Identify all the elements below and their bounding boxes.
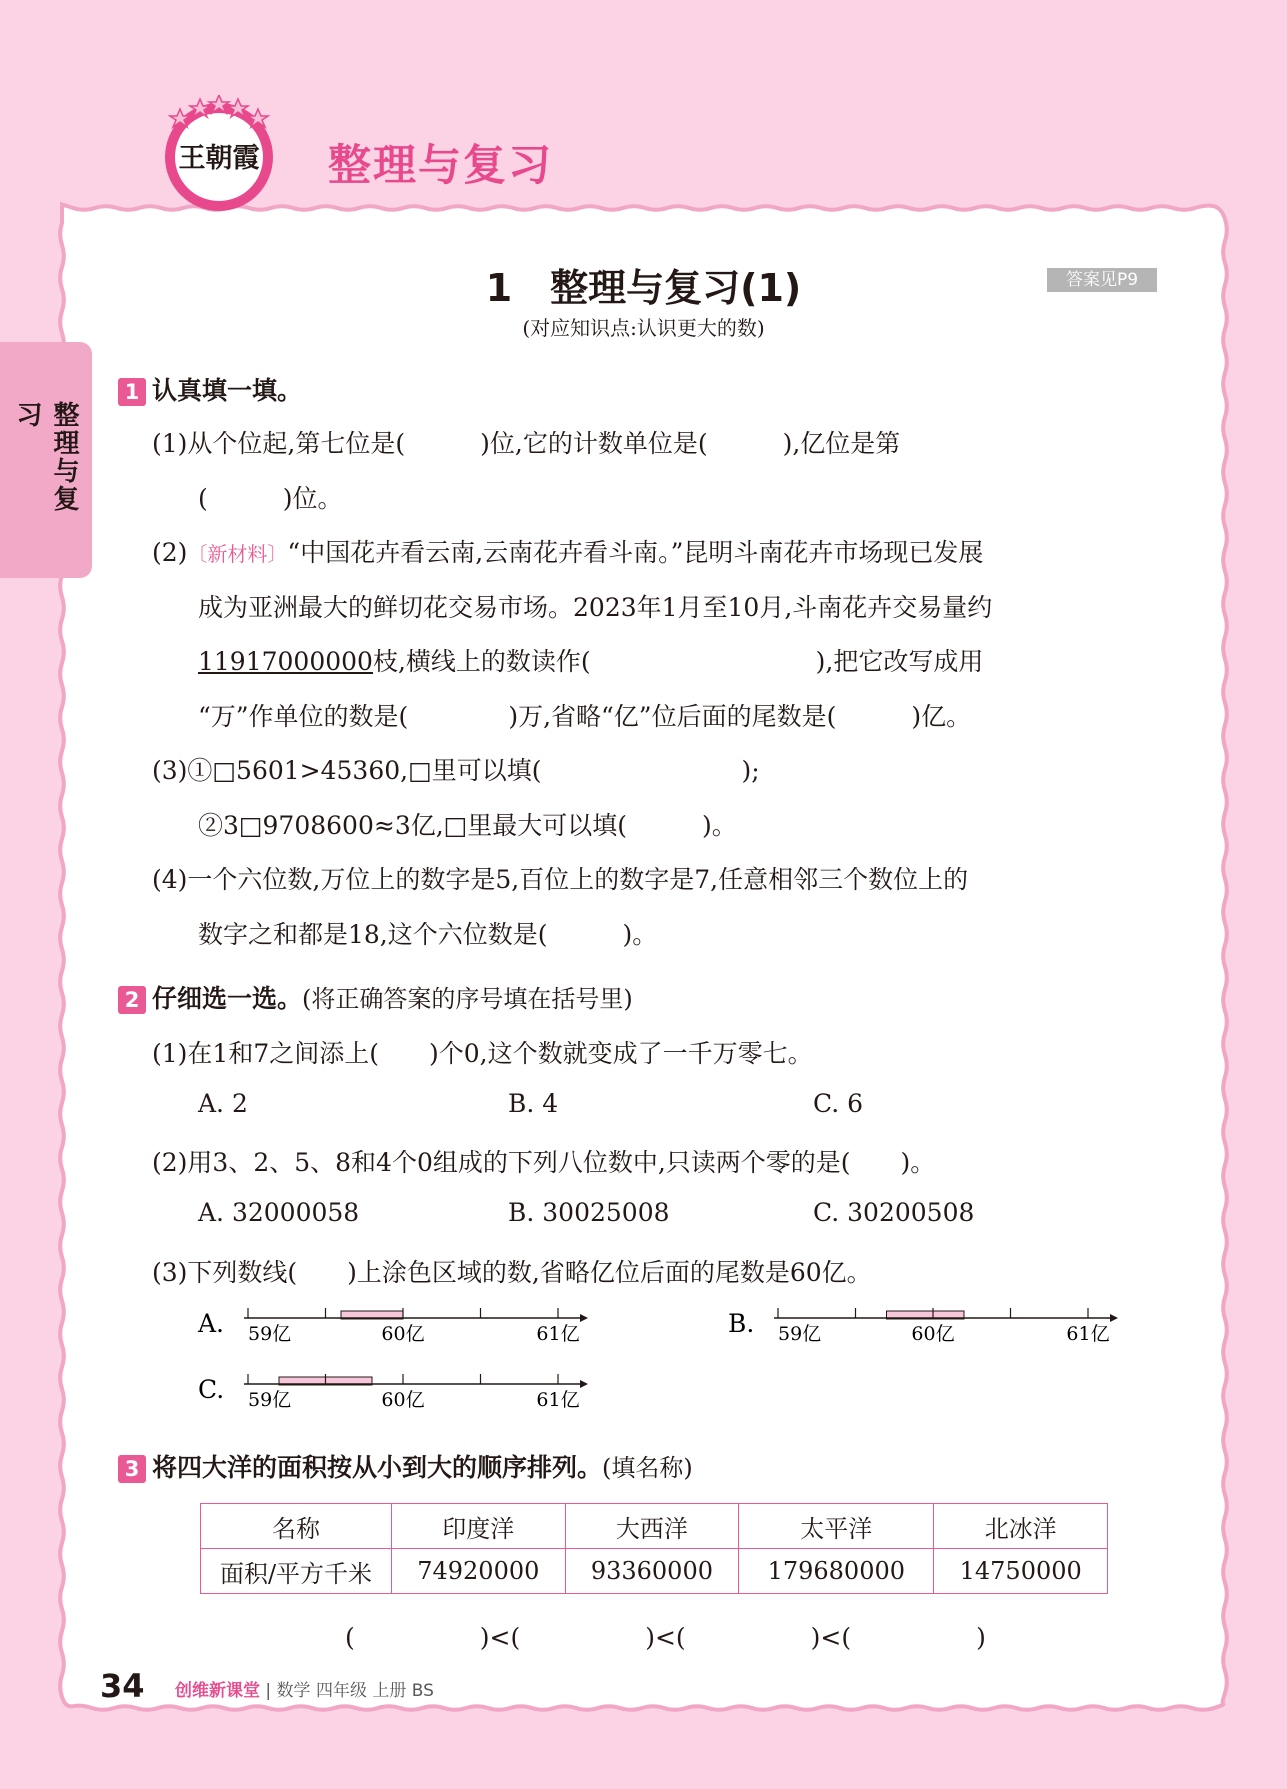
section-title: 整理与复习	[328, 141, 553, 191]
q3-note: (填名称)	[602, 1454, 693, 1482]
side-tab	[0, 342, 92, 578]
q2-p1-option-a: A. 2	[198, 1089, 248, 1118]
logo-badge	[160, 95, 278, 213]
q1-p3-line1: (3)①□5601>45360,□里可以填( );	[152, 756, 760, 785]
number-line-c	[198, 1374, 588, 1411]
q1-p2-line1	[152, 533, 983, 569]
arrow-head-icon	[1110, 1314, 1118, 1322]
q1-p4-line1: (4)一个六位数,万位上的数字是5,百位上的数字是7,任意相邻三个数位上的	[152, 865, 969, 894]
number-lines	[190, 1290, 1150, 1430]
number-line-option-label: A.	[198, 1309, 225, 1338]
q2-note: (将正确答案的序号填在括号里)	[302, 985, 633, 1013]
number-line-tick-label: 59亿	[248, 1389, 292, 1411]
ocean-area-table	[200, 1503, 1108, 1594]
q1-p4-line2: 数字之和都是18,这个六位数是( )。	[198, 920, 658, 949]
arrow-head-icon	[580, 1314, 588, 1322]
footer-book-info: | 数学 四年级 上册 BS	[265, 1681, 434, 1701]
number-line-tick-label: 59亿	[248, 1323, 292, 1345]
number-line-tick-label: 61亿	[536, 1323, 580, 1345]
q2-p1: (1)在1和7之间添上( )个0,这个数就变成了一千万零七。	[152, 1039, 813, 1068]
table-header-cell: 大西洋	[565, 1504, 739, 1549]
number-line-b	[728, 1308, 1118, 1345]
table-row	[201, 1549, 1108, 1594]
q3-title: 将四大洋的面积按从小到大的顺序排列。	[152, 1453, 603, 1482]
q1-p2-line3-rest: 枝,横线上的数读作( ),把它改写成用	[372, 647, 984, 676]
number-line-tick-label: 61亿	[536, 1389, 580, 1411]
table-header-row	[201, 1504, 1108, 1549]
q2-number: 2	[118, 986, 146, 1014]
q2-p1-option-c: C. 6	[813, 1089, 864, 1118]
q2-title: 仔细选一选。	[152, 984, 303, 1013]
q2-p1-option-b: B. 4	[508, 1089, 559, 1118]
table-header-cell: 印度洋	[392, 1504, 566, 1549]
q1-p2-line3	[198, 642, 983, 678]
number-line-tick-label: 59亿	[778, 1323, 822, 1345]
number-line-option-label: C.	[198, 1375, 225, 1404]
footer-info	[175, 1676, 434, 1701]
lesson-subtitle: (对应知识点:认识更大的数)	[522, 316, 765, 340]
table-cell: 14750000	[934, 1549, 1108, 1594]
q1-heading	[118, 371, 302, 407]
arrow-head-icon	[580, 1380, 588, 1388]
new-material-tag: 〔新材料〕	[187, 542, 288, 566]
number-line-tick-label: 60亿	[381, 1389, 425, 1411]
q1-p2-prefix: (2)	[152, 538, 188, 567]
q1-title: 认真填一填。	[152, 376, 303, 405]
number-line-option-label: B.	[728, 1309, 755, 1338]
number-line-a	[197, 1308, 588, 1345]
q1-number: 1	[118, 378, 146, 406]
q2-p3: (3)下列数线( )上涂色区域的数,省略亿位后面的尾数是60亿。	[152, 1258, 872, 1287]
page-number: 34	[100, 1667, 145, 1705]
q2-p2-option-c: C. 30200508	[813, 1198, 975, 1227]
q2-p2-option-b: B. 30025008	[508, 1198, 670, 1227]
number-line-tick-label: 61亿	[1066, 1323, 1110, 1345]
q3-number: 3	[118, 1455, 146, 1483]
logo-lettering: 王朝霞	[178, 143, 260, 174]
q1-p3-line2: ②3□9708600≈3亿,□里最大可以填( )。	[198, 811, 737, 840]
q1-p2-number: 11917000000	[198, 647, 373, 676]
table-cell: 74920000	[392, 1549, 566, 1594]
table-header-cell: 北冰洋	[934, 1504, 1108, 1549]
q2-p2: (2)用3、2、5、8和4个0组成的下列八位数中,只读两个零的是( )。	[152, 1148, 936, 1177]
table-header-cell: 名称	[201, 1504, 392, 1549]
q1-p2-text1: “中国花卉看云南,云南花卉看斗南。”昆明斗南花卉市场现已发展	[287, 538, 984, 567]
table-cell: 93360000	[565, 1549, 739, 1594]
side-tab-label: 整理与复习	[12, 401, 79, 513]
answer-ref-badge: 答案见P9	[1047, 268, 1157, 292]
q1-p1-line2: ( )位。	[198, 484, 343, 513]
q3-heading	[118, 1448, 693, 1484]
table-header-cell: 太平洋	[739, 1504, 934, 1549]
number-line-tick-label: 60亿	[911, 1323, 955, 1345]
ordering-answer-line: ( )<( )<( )<( )	[345, 1623, 986, 1652]
table-cell: 面积/平方千米	[201, 1549, 392, 1594]
table-cell: 179680000	[739, 1549, 934, 1594]
footer-brand: 创维新课堂	[175, 1681, 260, 1701]
q1-p2-line4: “万”作单位的数是( )万,省略“亿”位后面的尾数是( )亿。	[198, 702, 972, 731]
q2-heading	[118, 979, 633, 1015]
q2-p2-option-a: A. 32000058	[198, 1198, 360, 1227]
q1-p1-line1: (1)从个位起,第七位是( )位,它的计数单位是( ),亿位是第	[152, 429, 901, 458]
q1-p2-line2: 成为亚洲最大的鲜切花交易市场。2023年1月至10月,斗南花卉交易量约	[198, 593, 993, 622]
number-line-tick-label: 60亿	[381, 1323, 425, 1345]
lesson-title: 1 整理与复习(1)	[485, 266, 802, 310]
